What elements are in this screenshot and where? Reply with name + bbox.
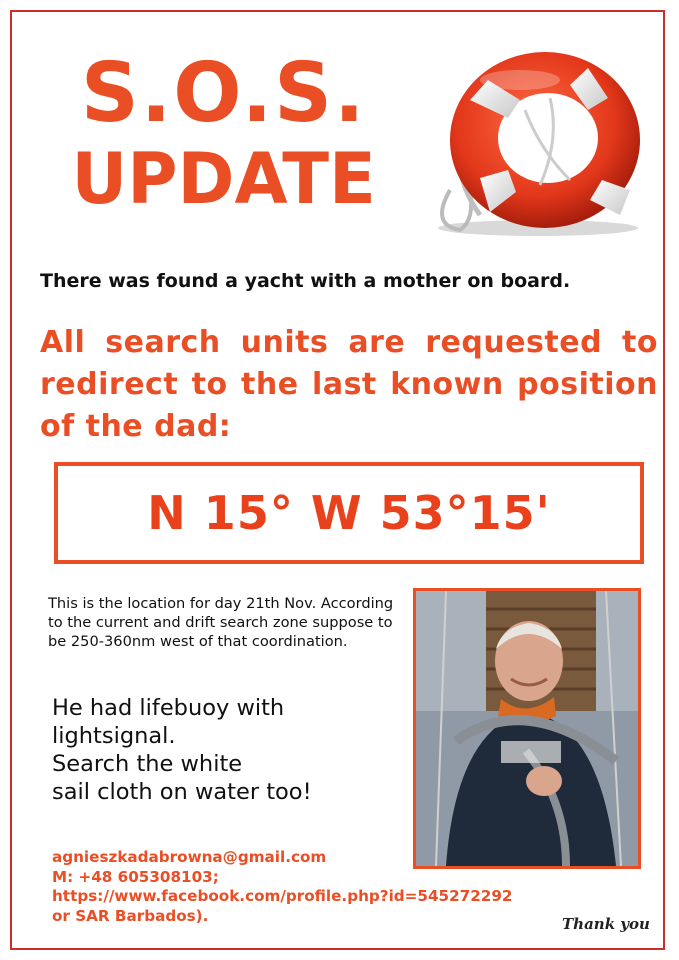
lifebuoy-line: lightsignal. (52, 723, 176, 749)
lifebuoy-note (52, 694, 382, 806)
lifebuoy-line: He had lifebuoy with (52, 695, 285, 721)
title-sos: S.O.S. (80, 46, 367, 141)
coordinates-box (54, 462, 644, 564)
lifebuoy-line: sail cloth on water too! (52, 779, 312, 805)
contact-sar: or SAR Barbados). (52, 906, 209, 925)
lifebuoy-line: Search the white (52, 751, 243, 777)
contact-phone: M: +48 605308103; (52, 867, 219, 886)
contact-email[interactable]: agnieszkadabrowna@gmail.com (52, 848, 327, 866)
thank-you-signature: Thank you (562, 915, 650, 933)
contact-facebook-link[interactable]: https://www.facebook.com/profile.php?id=545272292 (52, 887, 513, 905)
request-text: All search units are requested to redirect to the last known position of the dad: (40, 325, 658, 444)
found-yacht-text: There was found a yacht with a mother on board. (40, 270, 571, 292)
man-at-helm-photo (413, 588, 641, 869)
coordinates: N 15° W 53°15' (147, 486, 551, 540)
location-text: This is the location for day 21th Nov. According to the current and drift search zone suppose to be 250-360nm west of that coordination. (48, 595, 394, 650)
lifebuoy-icon (420, 40, 645, 240)
title-update: UPDATE (71, 138, 376, 220)
